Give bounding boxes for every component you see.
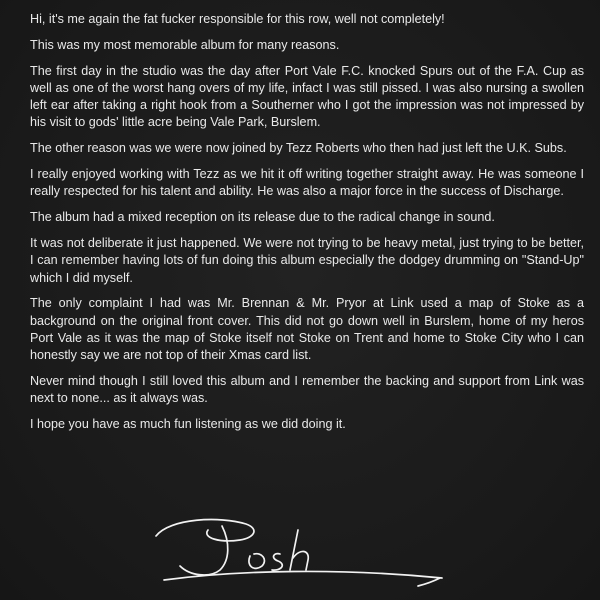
paragraph-closing: I hope you have as much fun listening as we did doing it. <box>30 417 346 432</box>
paragraph-other-reason: The other reason was we were now joined by Tezz Roberts who then had just left the U.K. Subs. <box>30 141 567 156</box>
paragraph-never-mind: Never mind though I still loved this album and I remember the backing and support from Link was next to none... as it always was. <box>30 374 584 406</box>
paragraph-greeting: Hi, it's me again the fat fucker responsible for this row, well not completely! <box>30 12 445 26</box>
paragraph-first-day: The first day in the studio was the day after Port Vale F.C. knocked Spurs out of the F.A. Cup as well as one of the worst hang overs of my life, infact I was still pissed. I was also nursing a swollen left ear after taking a right hook from a Southerner who I got the impression was not impressed by his visit to gods' little acre being Vale Park, Burslem. <box>30 63 584 130</box>
paragraph-not-deliberate: It was not deliberate it just happened. We were not trying to be heavy metal, just trying to be better, I can remember having lots of fun doing this album especially the dodgey drumming on "Stand-Up" which I did myself. <box>30 235 584 285</box>
paragraph-complaint: The only complaint I had was Mr. Brennan & Mr. Pryor at Link used a map of Stoke as a background on the original front cover. This did not go down well in Burslem, home of my heros Port Vale as it was the map of Stoke itself not Stoke on Trent and home to Stoke City who I can honestly say we are not top of their Xmas card list. <box>30 296 584 363</box>
letter-body <box>30 11 584 442</box>
paragraph-tezz: I really enjoyed working with Tezz as we hit it off writing together straight away. He was someone I really respected for his talent and ability. He was also a major force in the success of Discharge. <box>30 167 584 199</box>
paragraph-memorable: This was my most memorable album for many reasons. <box>30 37 340 52</box>
handwritten-signature <box>150 508 450 594</box>
paragraph-reception: The album had a mixed reception on its release due to the radical change in sound. <box>30 210 495 225</box>
